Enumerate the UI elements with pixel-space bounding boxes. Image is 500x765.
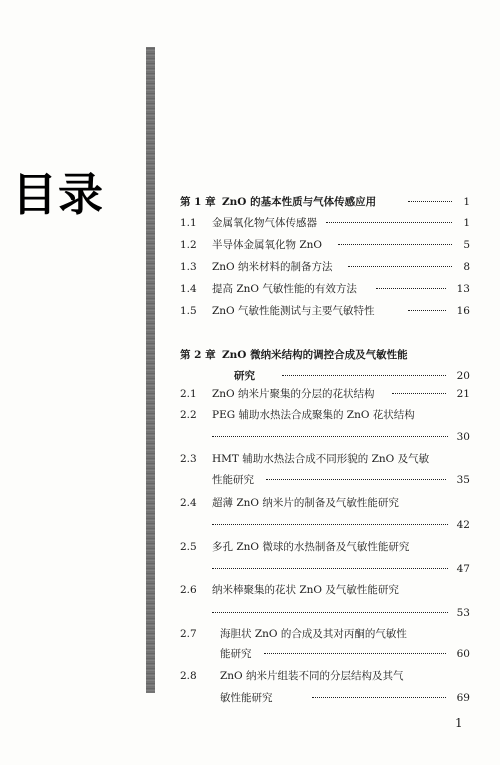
section-number: 1.2 [180, 239, 197, 251]
section-number: 2.3 [180, 453, 197, 465]
section-number: 1.5 [180, 305, 197, 317]
toc-section-2-2-cont[interactable] [180, 427, 470, 447]
section-page: 47 [456, 563, 470, 575]
toc-section-1-1[interactable] [180, 213, 470, 233]
section-number: 1.3 [180, 261, 197, 273]
section-number: 2.7 [180, 628, 197, 640]
dot-leader [282, 375, 446, 376]
section-page: 69 [456, 692, 470, 704]
section-page: 35 [456, 474, 470, 486]
dot-leader [408, 201, 452, 202]
toc-chapter-2-cont[interactable] [180, 366, 470, 386]
section-page: 21 [456, 388, 470, 400]
toc-section-2-3-cont[interactable] [180, 470, 470, 490]
section-number: 1.1 [180, 217, 197, 229]
toc-section-1-4[interactable] [180, 279, 470, 299]
dot-leader [212, 568, 448, 569]
toc-section-2-7[interactable] [180, 624, 470, 644]
toc-chapter-2[interactable] [180, 345, 470, 365]
toc-section-1-3[interactable] [180, 257, 470, 277]
toc-section-2-8[interactable] [180, 666, 470, 686]
section-page: 5 [463, 239, 470, 251]
section-title: PEG 辅助水热法合成聚集的 ZnO 花状结构 [212, 409, 415, 421]
page-number: 1 [455, 716, 463, 730]
toc-section-2-5-cont[interactable] [180, 559, 470, 579]
section-title: ZnO 气敏性能测试与主要气敏特性 [212, 305, 375, 317]
section-title: HMT 辅助水热法合成不同形貌的 ZnO 及气敏 [212, 453, 430, 465]
section-title: 提高 ZnO 气敏性能的有效方法 [212, 283, 357, 295]
chapter-number: 第 2 章 [180, 349, 216, 361]
section-title: 超薄 ZnO 纳米片的制备及气敏性能研究 [212, 497, 399, 509]
section-title: 纳米棒聚集的花状 ZnO 及气敏性能研究 [212, 584, 399, 596]
toc-section-1-5[interactable] [180, 301, 470, 321]
section-title: 半导体金属氧化物 ZnO [212, 239, 323, 251]
section-number: 2.8 [180, 670, 197, 682]
section-number: 2.6 [180, 584, 197, 596]
section-title-continued: 敏性能研究 [220, 692, 273, 704]
section-number: 2.1 [180, 388, 197, 400]
dot-leader [264, 653, 446, 654]
section-page: 8 [463, 261, 470, 273]
section-page: 30 [456, 431, 470, 443]
section-page: 16 [456, 305, 470, 317]
toc-section-2-4-cont[interactable] [180, 515, 470, 535]
section-page: 60 [456, 648, 470, 660]
dot-leader [212, 524, 448, 525]
dot-leader [348, 266, 452, 267]
toc-section-2-6[interactable] [180, 580, 470, 600]
toc-section-2-6-cont[interactable] [180, 603, 470, 623]
dot-leader [392, 393, 446, 394]
dot-leader [326, 222, 452, 223]
section-page: 53 [456, 607, 470, 619]
chapter-number: 第 1 章 [180, 196, 216, 208]
section-title-continued: 性能研究 [212, 474, 254, 486]
chapter-page: 1 [463, 196, 470, 208]
dot-leader [212, 612, 448, 613]
toc-section-2-1[interactable] [180, 384, 470, 404]
page-title: 目录 [12, 168, 105, 221]
toc-section-2-2[interactable] [180, 405, 470, 425]
section-title: 金属氧化物气体传感器 [212, 217, 317, 229]
section-title: ZnO 纳米片聚集的分层的花状结构 [212, 388, 375, 400]
section-title: 海胆状 ZnO 的合成及其对丙酮的气敏性 [220, 628, 407, 640]
section-number: 2.2 [180, 409, 197, 421]
chapter-title: ZnO 微纳米结构的调控合成及气敏性能 [222, 349, 408, 361]
toc-section-2-3[interactable] [180, 449, 470, 469]
chapter-page: 20 [456, 370, 470, 382]
section-title: 多孔 ZnO 微球的水热制备及气敏性能研究 [212, 541, 410, 553]
section-title: ZnO 纳米片组装不同的分层结构及其气 [220, 670, 404, 682]
dot-leader [376, 288, 446, 289]
dot-leader [408, 310, 446, 311]
chapter-title-continued: 研究 [234, 370, 255, 382]
toc-chapter-1[interactable] [180, 192, 470, 212]
toc-section-2-4[interactable] [180, 493, 470, 513]
section-number: 1.4 [180, 283, 197, 295]
toc-section-2-5[interactable] [180, 537, 470, 557]
section-page: 1 [463, 217, 470, 229]
dot-leader [212, 436, 448, 437]
toc-section-2-7-cont[interactable] [180, 644, 470, 664]
section-title: ZnO 纳米材料的制备方法 [212, 261, 333, 273]
dot-leader [338, 244, 452, 245]
toc-section-1-2[interactable] [180, 235, 470, 255]
dot-leader [266, 479, 446, 480]
section-title-continued: 能研究 [220, 648, 252, 660]
section-page: 13 [456, 283, 470, 295]
decorative-spine-bar [146, 47, 155, 693]
section-number: 2.4 [180, 497, 197, 509]
dot-leader [312, 697, 446, 698]
section-number: 2.5 [180, 541, 197, 553]
toc-section-2-8-cont[interactable] [180, 688, 470, 708]
section-page: 42 [456, 519, 470, 531]
chapter-title: ZnO 的基本性质与气体传感应用 [222, 196, 377, 208]
